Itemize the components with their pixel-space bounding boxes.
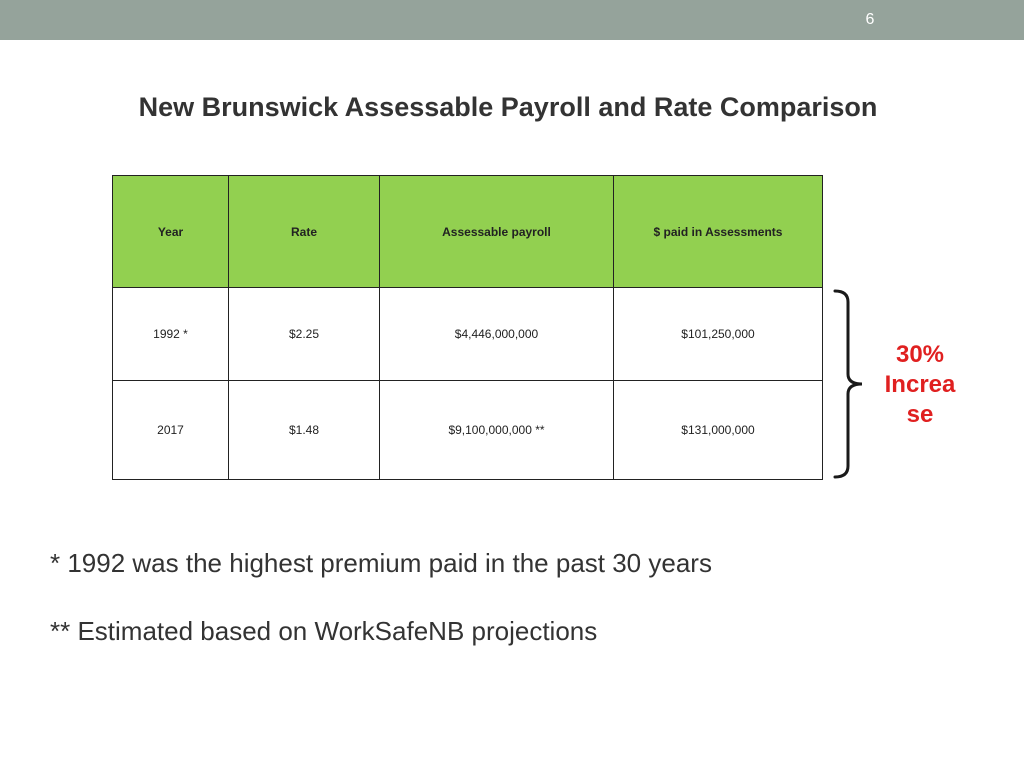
increase-callout (874, 340, 966, 430)
cell-rate: $2.25 (229, 288, 380, 381)
header-rate: Rate (229, 176, 380, 288)
increase-word-part1: Increa (884, 371, 956, 398)
footnote-estimate: ** Estimated based on WorkSafeNB projections (50, 616, 598, 646)
header-year: Year (113, 176, 229, 288)
table-row (113, 288, 823, 381)
increase-word-part2: se (906, 401, 934, 428)
cell-assessable-payroll: $9,100,000,000 ** (380, 381, 614, 480)
header-assessable-payroll: Assessable payroll (380, 176, 614, 288)
header-paid-in-assessments: $ paid in Assessments (614, 176, 823, 288)
right-brace-icon (830, 288, 870, 480)
increase-percent: 30% (895, 341, 945, 368)
cell-year: 1992 * (113, 288, 229, 381)
top-bar (0, 0, 1024, 40)
cell-paid-in-assessments: $101,250,000 (614, 288, 823, 381)
cell-rate: $1.48 (229, 381, 380, 480)
comparison-table (112, 175, 823, 480)
table-row (113, 381, 823, 480)
cell-paid-in-assessments: $131,000,000 (614, 381, 823, 480)
cell-year: 2017 (113, 381, 229, 480)
slide-number: 6 (865, 11, 875, 28)
table-header-row (113, 176, 823, 288)
footnote-1992: * 1992 was the highest premium paid in the past 30 years (50, 548, 712, 578)
slide-title: New Brunswick Assessable Payroll and Rate Comparison (138, 92, 878, 122)
cell-assessable-payroll: $4,446,000,000 (380, 288, 614, 381)
